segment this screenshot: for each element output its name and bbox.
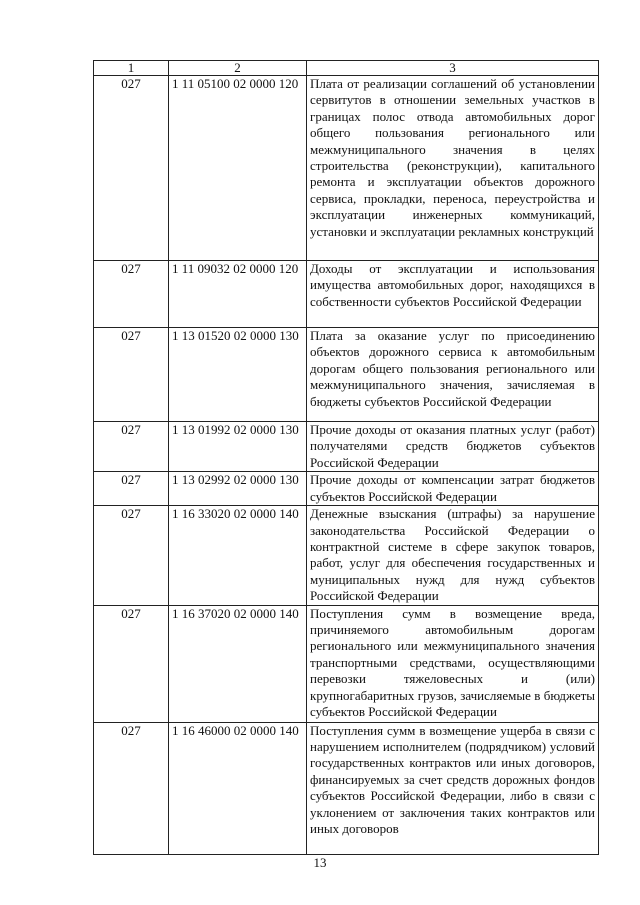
header-col-1: 1	[94, 61, 169, 76]
revenue-codes-table	[93, 60, 599, 855]
revenue-code-cell: 1 16 33020 02 0000 140	[169, 506, 307, 605]
revenue-code-cell: 1 13 02992 02 0000 130	[169, 472, 307, 506]
revenue-code-cell: 1 13 01520 02 0000 130	[169, 328, 307, 422]
revenue-description-cell: Доходы от эксплуатации и использования имущества автомобильных дорог, находящихся в собственности субъектов Российской Федерации	[307, 261, 599, 328]
table-row	[94, 422, 599, 472]
table-row	[94, 722, 599, 854]
revenue-description-cell: Денежные взыскания (штрафы) за нарушение законодательства Российской Федерации о контрактной системе в сфере закупок товаров, работ, услуг для обеспечения государственных и муниципальных нужд для нужд субъектов Российской Федерации	[307, 506, 599, 605]
admin-code-cell: 027	[94, 722, 169, 854]
revenue-code-cell: 1 11 09032 02 0000 120	[169, 261, 307, 328]
revenue-description-cell: Поступления сумм в возмещение ущерба в связи с нарушением исполнителем (подрядчиком) условий государственных контрактов или иных договоров, финансируемых за счет средств дорожных фондов субъектов Российской Федерации, либо в связи с уклонением от заключения таких контрактов или иных договоров	[307, 722, 599, 854]
revenue-code-cell: 1 11 05100 02 0000 120	[169, 76, 307, 261]
header-col-2: 2	[169, 61, 307, 76]
table-row	[94, 328, 599, 422]
revenue-code-cell: 1 16 46000 02 0000 140	[169, 722, 307, 854]
admin-code-cell: 027	[94, 328, 169, 422]
admin-code-cell: 027	[94, 422, 169, 472]
admin-code-cell: 027	[94, 76, 169, 261]
table-row	[94, 76, 599, 261]
table-row	[94, 261, 599, 328]
admin-code-cell: 027	[94, 261, 169, 328]
revenue-description-cell: Прочие доходы от компенсации затрат бюджетов субъектов Российской Федерации	[307, 472, 599, 506]
revenue-code-cell: 1 13 01992 02 0000 130	[169, 422, 307, 472]
table-header-row	[94, 61, 599, 76]
revenue-description-cell: Плата за оказание услуг по присоединению объектов дорожного сервиса к автомобильным дорогам общего пользования регионального или межмуниципального значения, зачисляемая в бюджеты субъектов Российской Федерации	[307, 328, 599, 422]
admin-code-cell: 027	[94, 472, 169, 506]
table-row	[94, 506, 599, 605]
table-row	[94, 605, 599, 722]
admin-code-cell: 027	[94, 506, 169, 605]
table-row	[94, 472, 599, 506]
admin-code-cell: 027	[94, 605, 169, 722]
revenue-code-cell: 1 16 37020 02 0000 140	[169, 605, 307, 722]
page-number: 13	[313, 855, 327, 870]
revenue-description-cell: Прочие доходы от оказания платных услуг (работ) получателями средств бюджетов субъектов Российской Федерации	[307, 422, 599, 472]
header-col-3: 3	[307, 61, 599, 76]
revenue-description-cell: Плата от реализации соглашений об установлении сервитутов в отношении земельных участков в границах полос отвода автомобильных дорог общего пользования регионального или межмуниципального значения в целях строительства (реконструкции), капитального ремонта и эксплуатации объектов дорожного сервиса, прокладки, переноса, переустройства и эксплуатации инженерных коммуникаций, установки и эксплуатации рекламных конструкций	[307, 76, 599, 261]
revenue-description-cell: Поступления сумм в возмещение вреда, причиняемого автомобильным дорогам регионального или межмуниципального значения транспортными средствами, осуществляющими перевозки тяжеловесных и (или) крупногабаритных грузов, зачисляемые в бюджеты субъектов Российской Федерации	[307, 605, 599, 722]
